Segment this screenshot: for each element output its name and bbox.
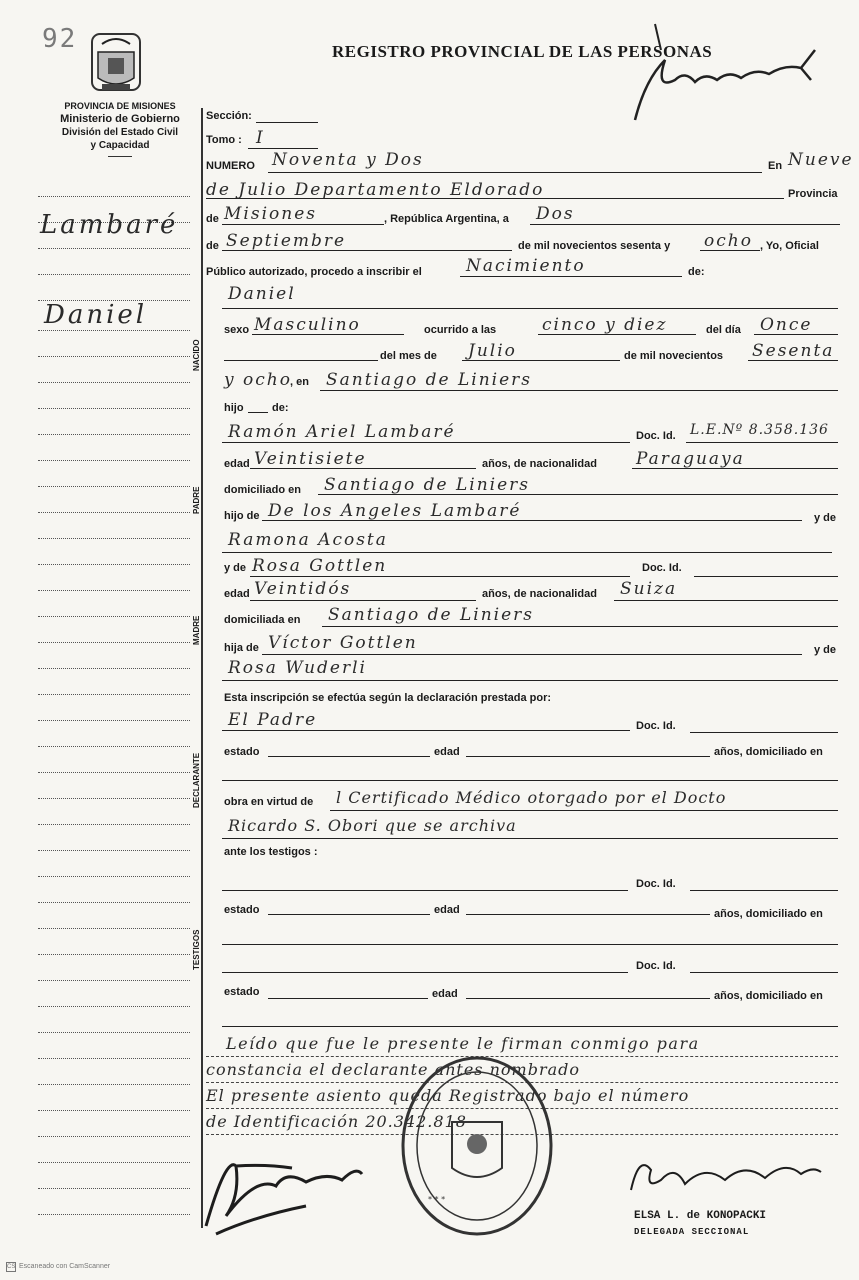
padre-madre-line <box>222 552 832 553</box>
padre-nac-line <box>632 468 838 469</box>
day-line <box>530 224 840 225</box>
acto-line <box>460 276 682 277</box>
obra-line <box>330 810 838 811</box>
top-signature <box>625 20 825 130</box>
sexo-label: sexo <box>224 324 250 336</box>
margin-line <box>38 876 190 877</box>
mes-prefix-line <box>224 360 378 361</box>
madre-nac-line <box>614 600 838 601</box>
anio-value-2: y ocho <box>224 370 292 390</box>
margin-line <box>38 196 190 197</box>
madre-nac-label: años, de nacionalidad <box>482 588 597 600</box>
margin-line <box>38 248 190 249</box>
signatory-role: DELEGADA SECCIONAL <box>634 1227 750 1237</box>
margin-line <box>38 1006 190 1007</box>
page-number: 92 <box>42 24 78 54</box>
padre-side-label: PADRE <box>192 486 201 514</box>
sexo-line <box>252 334 404 335</box>
declarante-intro: Esta inscripción se efectúa según la declaración prestada por: <box>224 692 552 704</box>
obra-line-2 <box>222 838 838 839</box>
padre-doc-value: L.E.Nº 8.358.136 <box>690 422 829 438</box>
camscanner-icon: CS <box>7 1264 16 1270</box>
margin-line <box>38 1162 190 1163</box>
madre-hija-de-line <box>262 654 802 655</box>
padre-hijo-de-line <box>262 520 802 521</box>
mes-line <box>462 360 620 361</box>
margin-line <box>38 1058 190 1059</box>
madre-nac-value: Suiza <box>620 579 678 599</box>
testigo1-name-line <box>222 890 628 891</box>
declarante-side-label: DECLARANTE <box>192 752 201 808</box>
madre-edad-line <box>250 600 476 601</box>
provincia-value: Misiones <box>224 204 317 224</box>
declarante-doc-label: Doc. Id. <box>636 720 676 732</box>
de-label: de <box>206 213 219 225</box>
padre-dom-line <box>318 494 838 495</box>
declarante-edad-label: edad <box>434 746 460 758</box>
closing-line-3: El presente asiento queda Registrado bajo el número <box>206 1086 690 1105</box>
margin-line <box>38 902 190 903</box>
svg-text:* * *: * * * <box>428 1195 446 1204</box>
testigo2-estado-line <box>268 998 428 999</box>
mes-value: Julio <box>468 341 517 361</box>
madre-y-de-label: y de <box>224 562 247 574</box>
seccion-label: Sección: <box>206 110 252 122</box>
declarante-doc-line <box>690 732 838 733</box>
province-coat-of-arms <box>88 30 144 94</box>
padre-dom-value: Santiago de Liniers <box>324 475 531 495</box>
declarante-estado-line <box>268 756 430 757</box>
mes-label: del mes de <box>380 350 437 362</box>
lugar-line <box>320 390 838 391</box>
declarante-name-line <box>222 730 630 731</box>
testigo1-estado-line <box>268 914 430 915</box>
testigo2-doc-label: Doc. Id. <box>636 960 676 972</box>
en-label: En <box>768 160 783 172</box>
official-stamp <box>398 1052 556 1240</box>
margin-line <box>38 1110 190 1111</box>
margin-line <box>38 772 190 773</box>
signatory-name: ELSA L. de KONOPACKI <box>634 1210 767 1222</box>
margin-line <box>38 798 190 799</box>
closing-line-1: Leído que fue le presente le firman conmigo para <box>226 1034 700 1053</box>
margin-line <box>38 564 190 565</box>
obra-label: obra en virtud de <box>224 796 314 808</box>
margin-line <box>38 1136 190 1137</box>
madre-name-value: Rosa Gottlen <box>252 556 388 576</box>
margin-line <box>38 1084 190 1085</box>
madre-madre-line <box>222 680 838 681</box>
numero-value: Noventa y Dos <box>272 150 424 170</box>
margin-line <box>38 1214 190 1215</box>
obra-value-2: Ricardo S. Obori que se archiva <box>228 816 517 835</box>
madre-doc-line <box>694 576 838 577</box>
testigo2-edad-line <box>466 998 710 999</box>
margin-line <box>38 356 190 357</box>
padre-nac-label: años, de nacionalidad <box>482 458 597 470</box>
closing-line-2: constancia el declarante antes nombrado <box>206 1060 581 1079</box>
anio-value: Sesenta <box>752 341 835 361</box>
seccion-line <box>256 122 318 123</box>
padre-hijo-de-label: hijo de <box>224 510 260 522</box>
testigo2-name-line <box>222 972 628 973</box>
en-label-2: , en <box>290 376 309 388</box>
madre-dom-line <box>322 626 838 627</box>
oficial-signature <box>196 1146 366 1236</box>
testigo1-doc-line <box>690 890 838 891</box>
madre-madre-value: Rosa Wuderli <box>228 658 367 678</box>
hijo-line <box>248 412 268 413</box>
testigo1-dom-line <box>222 944 838 945</box>
margin-line <box>38 538 190 539</box>
margin-line <box>38 694 190 695</box>
testigo2-doc-line <box>690 972 838 973</box>
padre-hijo-de-value: De los Angeles Lambaré <box>268 501 522 521</box>
testigo1-edad-line <box>466 914 710 915</box>
margin-line <box>38 408 190 409</box>
year-value: ocho <box>704 231 753 251</box>
obra-value: l Certificado Médico otorgado por el Docto <box>336 788 727 807</box>
madre-edad-value: Veintidós <box>254 579 352 599</box>
tomo-line <box>248 148 318 149</box>
org-line-1: PROVINCIA DE MISIONES <box>64 101 176 111</box>
margin-given-name: Daniel <box>44 300 148 330</box>
scanner-watermark-text: Escaneado con CamScanner <box>19 1263 111 1270</box>
madre-name-line <box>250 576 630 577</box>
margin-line <box>38 668 190 669</box>
declarante-anios-label: años, domiciliado en <box>714 746 823 758</box>
oficial-label: , Yo, Oficial <box>760 240 819 252</box>
margin-line <box>38 486 190 487</box>
margin-line <box>38 928 190 929</box>
testigo2-dom-line <box>222 1026 838 1027</box>
margin-line <box>38 434 190 435</box>
org-line-2: Ministerio de Gobierno <box>60 113 180 125</box>
padre-doc-label: Doc. Id. <box>636 430 676 442</box>
margin-line <box>38 746 190 747</box>
testigos-ante-label: ante los testigos : <box>224 846 318 858</box>
hijo-label: hijo <box>224 402 244 414</box>
margin-line <box>38 720 190 721</box>
madre-dom-value: Santiago de Liniers <box>328 605 535 625</box>
hijo-de-label: de: <box>272 402 289 414</box>
delegada-signature <box>625 1150 825 1200</box>
margin-line <box>38 954 190 955</box>
margin-line <box>38 1188 190 1189</box>
republica-label: , República Argentina, a <box>384 213 509 225</box>
padre-dom-label: domiciliado en <box>224 484 302 496</box>
tomo-value: I <box>256 128 265 148</box>
page-title: REGISTRO PROVINCIAL DE LAS PERSONAS <box>332 42 713 61</box>
margin-line <box>38 330 190 331</box>
numero-label: NUMERO <box>206 160 255 172</box>
margin-line <box>38 824 190 825</box>
tomo-label: Tomo : <box>206 134 242 146</box>
closing-line-4: de Identificación 20.342.818 <box>206 1112 467 1131</box>
de-colon-label: de: <box>688 266 705 278</box>
declarante-estado-label: estado <box>224 746 260 758</box>
margin-line <box>38 512 190 513</box>
testigo2-anios-label: años, domiciliado en <box>714 990 823 1002</box>
padre-name-line <box>222 442 630 443</box>
hora-line <box>538 334 696 335</box>
hora-value: cinco y diez <box>542 315 668 335</box>
margin-line <box>38 616 190 617</box>
dia-label: del día <box>706 324 741 336</box>
margin-line <box>38 590 190 591</box>
testigo1-estado-label: estado <box>224 904 260 916</box>
madre-y-de-label-2: y de <box>814 644 837 656</box>
margin-surname: Lambaré <box>40 210 179 240</box>
padre-edad-label: edad <box>224 458 250 470</box>
madre-hija-de-value: Víctor Gottlen <box>268 633 418 653</box>
padre-doc-line <box>686 442 838 443</box>
anio-line <box>748 360 838 361</box>
margin-divider <box>201 108 203 1228</box>
margin-line <box>38 460 190 461</box>
margin-line <box>38 642 190 643</box>
padre-name-value: Ramón Ariel Lambaré <box>228 422 456 442</box>
padre-nac-value: Paraguaya <box>636 449 745 469</box>
madre-side-label: MADRE <box>192 615 201 645</box>
padre-y-de-label: y de <box>814 512 837 524</box>
ocurrido-label: ocurrido a las <box>424 324 497 336</box>
mil-label: de mil novecientos sesenta y <box>518 240 671 252</box>
issuing-office <box>40 100 200 157</box>
declarante-dom-line <box>222 780 838 781</box>
dia-line <box>754 334 838 335</box>
nacido-name-line <box>222 308 838 309</box>
madre-dom-label: domiciliada en <box>224 614 301 626</box>
en-value: Nueve <box>788 150 854 170</box>
margin-line <box>38 274 190 275</box>
lugar-value: Santiago de Liniers <box>326 370 533 390</box>
provincia-label: Provincia <box>788 188 838 200</box>
acto-value: Nacimiento <box>466 256 586 276</box>
declarante-name-value: El Padre <box>228 710 318 730</box>
nacido-side-label: NACIDO <box>192 339 201 371</box>
publico-label: Público autorizado, procedo a inscribir el <box>206 266 422 278</box>
scanner-watermark <box>6 1262 110 1272</box>
declarante-edad-line <box>466 756 710 757</box>
madre-hija-de-label: hija de <box>224 642 259 654</box>
dia-value: Once <box>760 315 813 335</box>
padre-edad-line <box>250 468 476 469</box>
margin-line <box>38 382 190 383</box>
year-line <box>700 250 760 251</box>
de-label-2: de <box>206 240 219 252</box>
mil-label-2: de mil novecientos <box>624 350 724 362</box>
month-line <box>222 250 512 251</box>
day-value: Dos <box>536 204 575 224</box>
provincia-line <box>222 224 384 225</box>
org-line-3: División del Estado Civil <box>61 127 179 138</box>
padre-madre-value: Ramona Acosta <box>228 530 388 550</box>
sexo-value: Masculino <box>254 315 361 335</box>
padre-edad-value: Veintisiete <box>254 449 367 469</box>
place-value: de Julio Departamento Eldorado <box>206 180 545 200</box>
margin-line <box>38 850 190 851</box>
margin-line <box>38 980 190 981</box>
testigo1-anios-label: años, domiciliado en <box>714 908 823 920</box>
month-value: Septiembre <box>226 231 347 251</box>
testigos-side-label: TESTIGOS <box>192 929 201 971</box>
testigo2-edad-label: edad <box>432 988 458 1000</box>
org-line-4: y Capacidad <box>90 140 150 151</box>
nacido-name-value: Daniel <box>228 284 296 304</box>
place-line <box>206 198 784 199</box>
madre-doc-label: Doc. Id. <box>642 562 682 574</box>
numero-line <box>268 172 762 173</box>
testigo1-doc-label: Doc. Id. <box>636 878 676 890</box>
header-rule <box>108 156 132 157</box>
testigo1-edad-label: edad <box>434 904 460 916</box>
testigo2-estado-label: estado <box>224 986 260 998</box>
madre-edad-label: edad <box>224 588 250 600</box>
margin-line <box>38 1032 190 1033</box>
